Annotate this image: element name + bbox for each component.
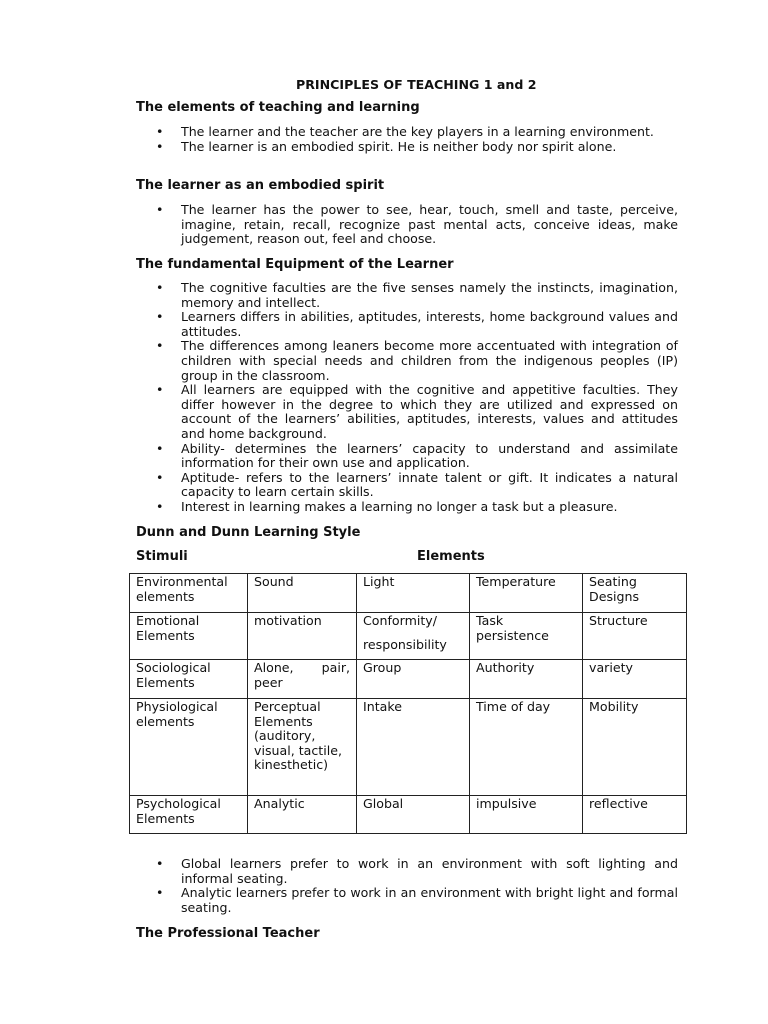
- learning-style-table: [129, 573, 687, 834]
- elements-label: Elements: [417, 549, 485, 564]
- list-item: • Ability- determines the learners’ capacity to understand and assimilate information for their own use and application.: [156, 442, 678, 471]
- table-cell: Temperature: [470, 574, 583, 613]
- table-cell: motivation: [248, 613, 357, 660]
- cell-line: peer: [254, 674, 283, 690]
- cell-line: responsibility: [363, 636, 447, 652]
- heading-elements: The elements of teaching and learning: [136, 100, 420, 115]
- table-cell: Authority: [470, 660, 583, 699]
- table-cell: Psychological Elements: [130, 796, 248, 834]
- table-cell: Task persistence: [470, 613, 583, 660]
- heading-fundamental-equipment: The fundamental Equipment of the Learner: [136, 257, 454, 272]
- heading-dunn-learning-style: Dunn and Dunn Learning Style: [136, 525, 361, 540]
- table-cell: Sound: [248, 574, 357, 613]
- table-row: [130, 660, 687, 699]
- heading-professional-teacher: The Professional Teacher: [136, 926, 320, 941]
- table-cell: Perceptual Elements (auditory, visual, tactile, kinesthetic): [248, 699, 357, 796]
- learners-preference-list: [156, 857, 678, 915]
- list-item: • Aptitude- refers to the learners’ innate talent or gift. It indicates a natural capacity to learn certain skills.: [156, 471, 678, 500]
- list-item: • Global learners prefer to work in an environment with soft lighting and informal seating.: [156, 857, 678, 886]
- list-item: • The learner and the teacher are the key players in a learning environment.: [156, 125, 678, 140]
- table-cell: Emotional Elements: [130, 613, 248, 660]
- equipment-list: [156, 281, 678, 515]
- list-item: • Interest in learning makes a learning no longer a task but a pleasure.: [156, 500, 678, 515]
- heading-embodied-spirit: The learner as an embodied spirit: [136, 178, 385, 193]
- list-item: • Learners differs in abilities, aptitudes, interests, home background values and attitudes.: [156, 310, 678, 339]
- cell-line: Conformity/: [363, 613, 437, 628]
- list-item: • The differences among leaners become more accentuated with integration of children with special needs and children from the indigenous peoples (IP) group in the classroom.: [156, 339, 678, 383]
- list-item: • The cognitive faculties are the five senses namely the instincts, imagination, memory and intellect.: [156, 281, 678, 310]
- table-cell: Group: [357, 660, 470, 699]
- table-cell: Mobility: [583, 699, 687, 796]
- table-cell: Analytic: [248, 796, 357, 834]
- table-cell: Seating Designs: [583, 574, 687, 613]
- table-cell: Light: [357, 574, 470, 613]
- elements-list: [156, 125, 678, 154]
- table-cell: Physiological elements: [130, 699, 248, 796]
- table-cell: [248, 660, 357, 699]
- page-title: PRINCIPLES OF TEACHING 1 and 2: [296, 77, 537, 92]
- table-cell: Intake: [357, 699, 470, 796]
- embodied-list: [156, 203, 678, 247]
- table-cell: Time of day: [470, 699, 583, 796]
- list-item: • Analytic learners prefer to work in an environment with bright light and formal seating.: [156, 886, 678, 915]
- table-cell: [357, 613, 470, 660]
- table-cell: Environmental elements: [130, 574, 248, 613]
- table-row: [130, 796, 687, 834]
- list-item: • The learner has the power to see, hear, touch, smell and taste, perceive, imagine, retain, recall, recognize past mental acts, conceive ideas, make judgement, reason out, feel and choose.: [156, 203, 678, 247]
- table-row: [130, 613, 687, 660]
- cell-line: Alone, pair,: [254, 660, 350, 675]
- table-cell: Structure: [583, 613, 687, 660]
- table-row: [130, 574, 687, 613]
- table-cell: reflective: [583, 796, 687, 834]
- table-cell: Sociological Elements: [130, 660, 248, 699]
- list-item: • All learners are equipped with the cognitive and appetitive faculties. They differ however in the degree to which they are utilized and expressed on account of the learners’ abilities, aptitudes, interests, values and attitudes and home background.: [156, 383, 678, 441]
- table-cell: impulsive: [470, 796, 583, 834]
- table-cell: Global: [357, 796, 470, 834]
- list-item: • The learner is an embodied spirit. He is neither body nor spirit alone.: [156, 140, 678, 155]
- stimuli-label: Stimuli: [136, 549, 188, 564]
- table-row: [130, 699, 687, 796]
- table-cell: variety: [583, 660, 687, 699]
